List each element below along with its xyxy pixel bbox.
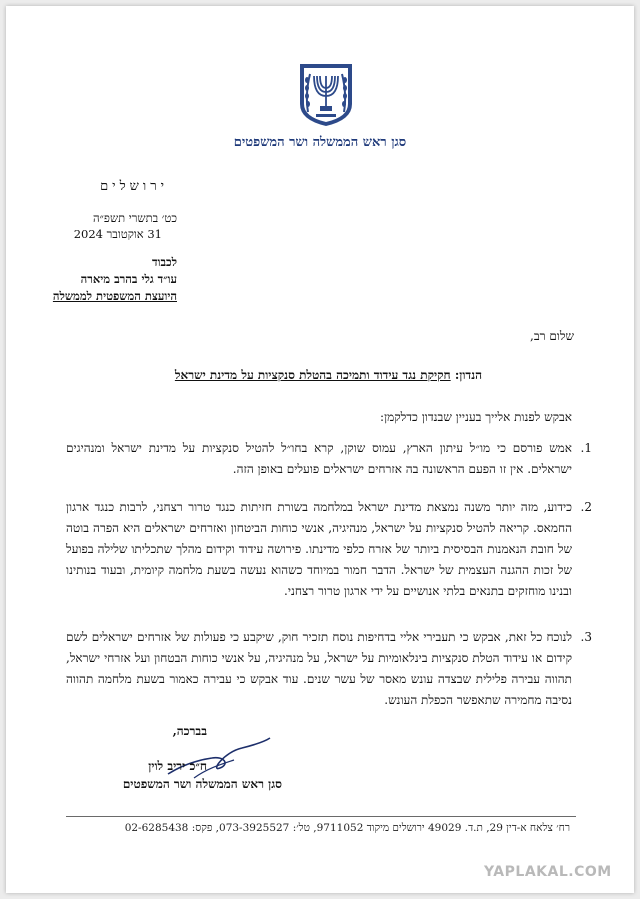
subject-line <box>175 368 482 383</box>
paragraph-text: אמש פורסם כי מו״ל עיתון הארץ, עמוס שוקן, קרא בחו״ל להטיל סנקציות על מדינת ישראל ומנהיגים ישראלים. אין זו הפעם הראשונה בה אזרחים ישראלים פועלים באופן הזה. <box>66 441 572 476</box>
addressee-name: עו״ד גלי בהרב מיארה <box>80 272 177 286</box>
signer-title: סגן ראש הממשלה ושר המשפטים <box>122 777 282 791</box>
gregorian-date: 31 אוקטובר 2024 <box>73 227 162 241</box>
paragraph-1 <box>66 438 592 480</box>
paragraph-3 <box>66 627 592 711</box>
subject-label: הנדון: <box>454 368 482 382</box>
footer-divider <box>66 816 576 817</box>
addressee-salutation: לכבוד <box>151 255 177 269</box>
office-title: סגן ראש הממשלה ושר המשפטים <box>233 135 407 150</box>
paragraph-number: 3. <box>580 630 592 644</box>
greeting: שלום רב, <box>530 329 574 343</box>
paragraph-number: 1. <box>580 441 592 455</box>
hebrew-date: כט׳ בתשרי תשפ״ה <box>92 211 177 225</box>
paragraph-text: כידוע, מזה יותר משנה נמצאת מדינת ישראל במלחמה בשורת חזיתות כנגד טרור רצחני, לרבות כנגד ארגון החמאס. קריאה להטיל סנקציות על ישראל, מנהיגיה, אנשי כוחות הביטחון ואזרחים ישראלים היא הפרה בוטה של חובת הנאמנות הבסיסית ביותר של אזרח כלפי מדינתו. פירושה עידוד וקידום מהלך שתכליתו שלילה בפועל של זכות ההגנה העצמית של ישראל. הדבר חמור במיוחד כשהוא נעשה בשעת מלחמה קיומית, ובעוד בנותינו ובנינו מוחזקים בתנאים בלתי אנושיים על ידי ארגון טרור רצחני. <box>66 500 572 598</box>
subject-text: חקיקת נגד עידוד ותמיכה בהטלת סנקציות על מדינת ישראל <box>174 368 451 382</box>
addressee-block <box>53 254 177 305</box>
signer-name: ח״כ יריב לוין <box>148 759 207 773</box>
city-name: ירושלים <box>100 179 168 194</box>
state-emblem-icon <box>296 60 356 128</box>
handwritten-signature <box>164 734 274 782</box>
footer-address: רח׳ צלאח א-דין 29, ת.ד. 49029 ירושלים מיקוד 9711052, טל׳: 073-3925527, פקס: 02-6285438 <box>124 822 570 834</box>
intro-line: אבקש לפנות אלייך בעניין שבנדון כדלקמן: <box>380 410 572 424</box>
closing-blessing: בברכה, <box>172 724 207 738</box>
addressee-role: היועצת המשפטית לממשלה <box>52 289 177 303</box>
paragraph-2 <box>66 497 592 602</box>
paragraph-number: 2. <box>580 500 592 514</box>
letter-page <box>6 6 634 893</box>
watermark: YAPLAKAL.COM <box>484 864 612 880</box>
paragraph-text: לנוכח כל זאת, אבקש כי תעבירי אליי בדחיפות נוסח תזכיר חוק, שיקבע כי פעולות של אזרחים ישראלים לשם קידום או עידוד הטלת סנקציות בינלאומיות על ישראל, על מנהיגיה, על אנשי כוחות הבטחון ועל אזרחי ישראל, תהווה עבירה פלילית שבצדה עונש מאסר של עשר שנים. עוד אבקש כי עבירה כאמור בשעת מלחמה תהווה נסיבה מחמירה שתאפשר הכפלת העונש. <box>66 630 573 707</box>
